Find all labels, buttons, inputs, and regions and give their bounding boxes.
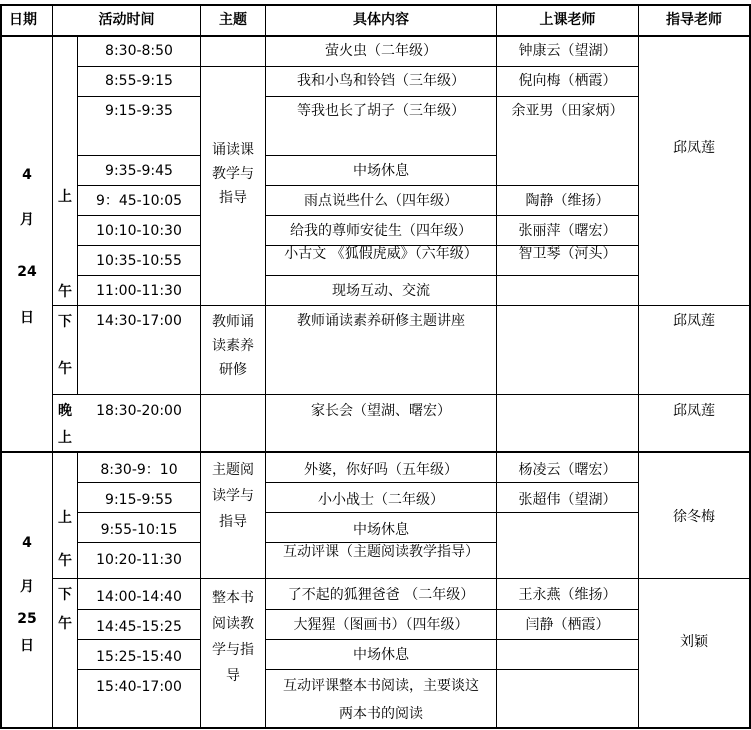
content-cell: 现场互动、交流 <box>332 283 430 299</box>
content-cell: 家长会（望湖、曙宏） <box>311 403 451 419</box>
topic-line: 教学与 <box>212 166 254 182</box>
day2-afternoon-mentor: 刘颖 <box>680 634 708 650</box>
time-cell: 10:20-11:30 <box>96 552 182 568</box>
day2-morning-mentor: 徐冬梅 <box>673 509 715 525</box>
content-cell: 雨点说些什么（四年级） <box>304 193 458 209</box>
time-cell: 14:00-14:40 <box>96 589 182 605</box>
time-cell: 15:40-17:00 <box>96 679 182 695</box>
time-cell: 9：45-10:05 <box>95 193 183 209</box>
time-cell: 9:55-10:15 <box>100 522 178 538</box>
date-char: 24 <box>17 264 37 280</box>
date-char: 4 <box>22 535 32 551</box>
header-time: 活动时间 <box>98 12 155 28</box>
mentor-cell: 邱凤莲 <box>673 403 715 419</box>
content-cell: 等我也长了胡子（三年级） <box>297 103 465 119</box>
time-cell: 11:00-11:30 <box>96 283 182 299</box>
teacher-cell: 闫静（栖霞） <box>525 617 610 633</box>
period-char: 上 <box>58 430 72 446</box>
time-cell: 9:15-9:55 <box>105 492 173 508</box>
time-cell: 10:10-10:30 <box>96 223 182 239</box>
topic-line: 读学与 <box>212 488 254 504</box>
content-cell: 互动评课（主题阅读教学指导） <box>283 544 479 560</box>
teacher-cell: 陶静（维扬） <box>525 193 610 209</box>
period-char: 午 <box>58 284 72 300</box>
content-cell: 教师诵读素养研修主题讲座 <box>297 313 465 329</box>
content-cell: 互动评课整本书阅读，主要谈这 <box>283 678 479 694</box>
header-mentor: 指导老师 <box>666 12 722 28</box>
teacher-cell: 张丽萍（曙宏） <box>518 223 617 239</box>
topic-line: 指导 <box>219 190 247 206</box>
time-cell: 14:45-15:25 <box>96 619 182 635</box>
period-char: 下 <box>58 314 72 330</box>
content-cell: 两本书的阅读 <box>339 706 423 722</box>
time-cell: 14:30-17:00 <box>96 313 182 329</box>
content-cell: 大猩猩（图画书）（四年级） <box>293 617 469 633</box>
time-cell: 8:55-9:15 <box>105 73 173 89</box>
topic-line: 阅读教 <box>212 616 254 632</box>
teacher-cell: 钟康云（望湖） <box>518 43 617 59</box>
period-char: 午 <box>58 553 72 569</box>
topic-line: 学与指 <box>212 642 254 658</box>
topic-line: 研修 <box>219 362 247 378</box>
date-char: 4 <box>22 167 32 183</box>
content-cell: 萤火虫（二年级） <box>325 43 437 59</box>
content-cell: 中场休息 <box>353 522 409 538</box>
date-char: 日 <box>20 638 34 654</box>
time-cell: 8:30-8:50 <box>105 43 173 59</box>
topic-line: 教师诵 <box>212 314 254 330</box>
teacher-cell: 杨凌云（曙宏） <box>518 462 617 478</box>
content-cell: 中场休息 <box>353 647 409 663</box>
period-char: 午 <box>58 361 72 377</box>
header-topic: 主题 <box>219 12 247 28</box>
teacher-cell: 王永燕（维扬） <box>518 587 617 603</box>
topic-line: 导 <box>226 668 240 684</box>
time-cell: 9:15-9:35 <box>105 103 173 119</box>
content-cell: 我和小鸟和铃铛（三年级） <box>297 73 465 89</box>
content-cell: 中场休息 <box>353 163 409 179</box>
period-char: 午 <box>58 616 72 632</box>
period-char: 上 <box>58 189 72 205</box>
date-char: 日 <box>20 310 34 326</box>
teacher-cell: 余亚男（田家炳） <box>511 103 624 119</box>
header-teacher: 上课老师 <box>539 12 596 28</box>
teacher-cell: 张超伟（望湖） <box>518 492 617 508</box>
topic-line: 主题阅 <box>212 462 254 478</box>
header-date: 日期 <box>9 12 37 28</box>
time-cell: 10:35-10:55 <box>96 253 182 269</box>
date-char: 25 <box>17 611 37 627</box>
topic-line: 诵读课 <box>212 142 254 158</box>
period-char: 下 <box>58 587 72 603</box>
content-cell: 外婆，你好吗（五年级） <box>304 462 458 478</box>
teacher-cell: 智卫琴（河头） <box>518 246 617 262</box>
time-cell: 8:30-9：10 <box>100 462 178 478</box>
date-char: 月 <box>20 212 34 228</box>
period-char: 晚 <box>58 403 72 419</box>
time-cell: 15:25-15:40 <box>96 649 182 665</box>
time-cell: 9:35-9:45 <box>105 163 173 179</box>
content-cell: 了不起的狐狸爸爸 （二年级） <box>287 587 475 603</box>
time-cell: 18:30-20:00 <box>96 403 182 419</box>
content-cell: 小小战士（二年级） <box>318 492 444 508</box>
topic-line: 读素养 <box>212 338 254 354</box>
mentor-cell: 邱凤莲 <box>673 313 715 329</box>
header-content: 具体内容 <box>353 12 409 28</box>
date-char: 月 <box>20 579 34 595</box>
teacher-cell: 倪向梅（栖霞） <box>518 73 617 89</box>
period-char: 上 <box>58 510 72 526</box>
day1-morning-mentor: 邱凤莲 <box>673 140 715 156</box>
content-cell: 给我的尊师安徒生（四年级） <box>290 223 472 239</box>
topic-line: 指导 <box>219 514 247 530</box>
content-cell: 小古文 《狐假虎威》（六年级） <box>284 246 478 262</box>
topic-line: 整本书 <box>212 590 254 606</box>
